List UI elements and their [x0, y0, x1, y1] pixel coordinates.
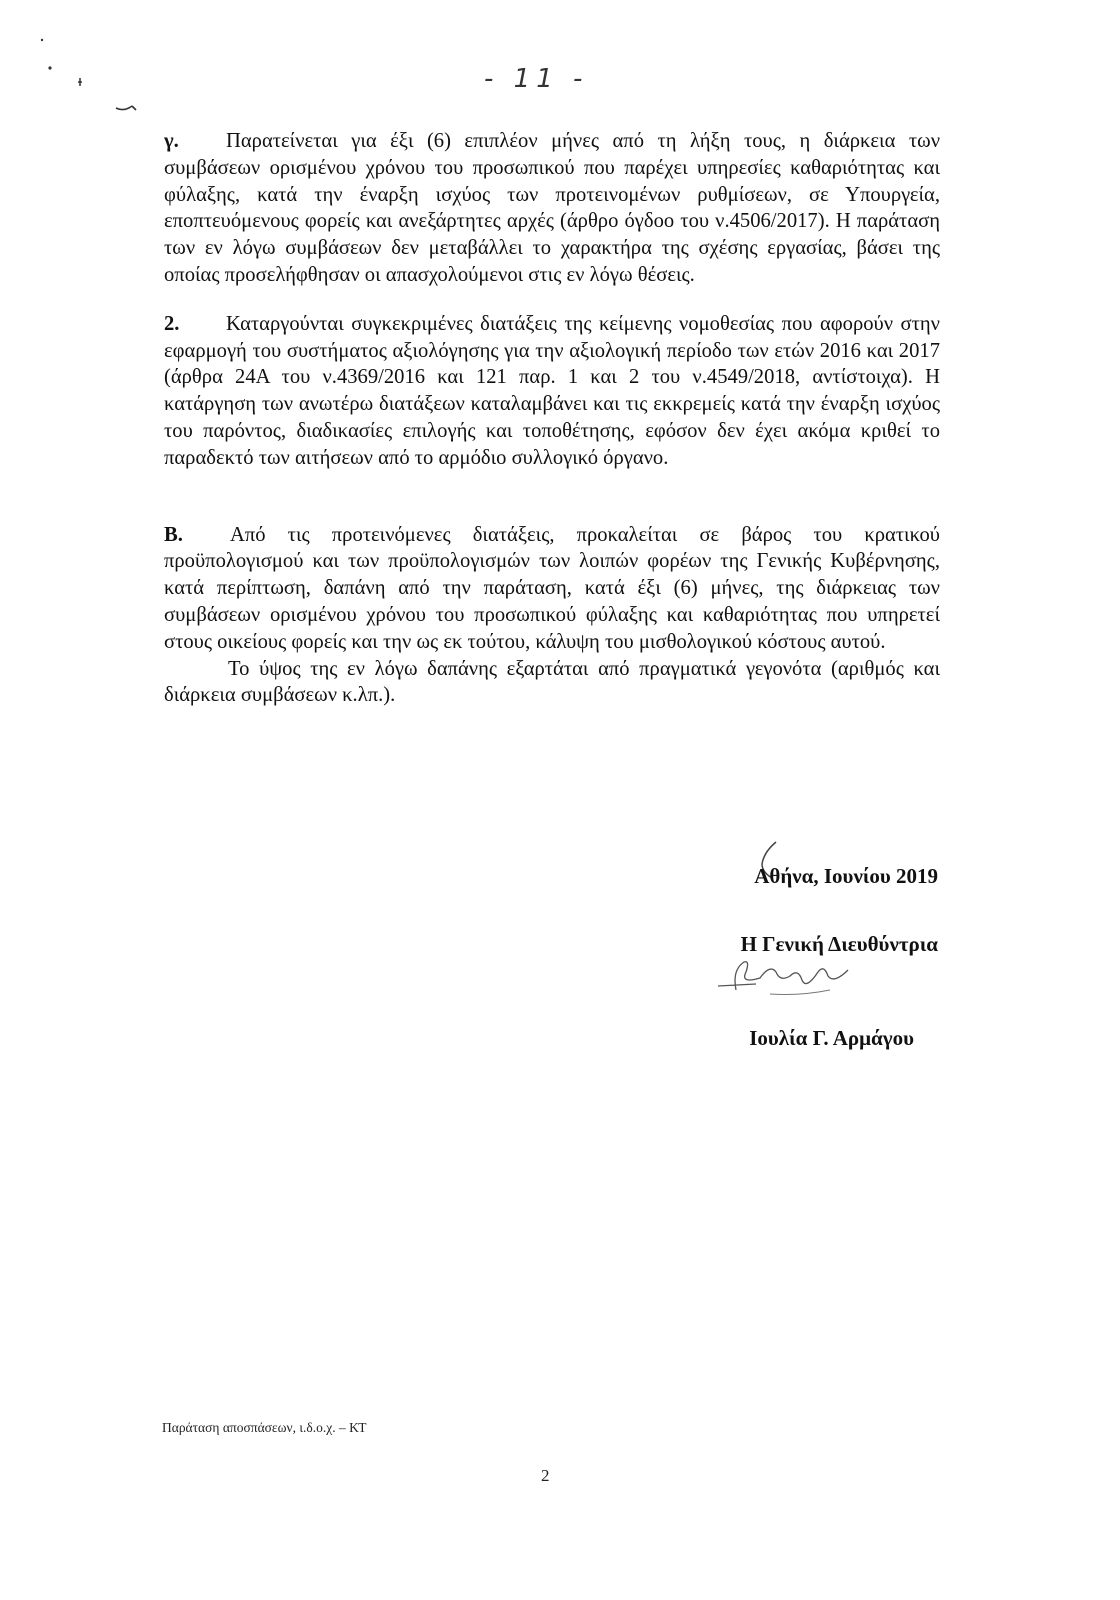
paragraph-b — [164, 522, 940, 656]
signature-name: Ιουλία Γ. Αρμάγου — [749, 1026, 914, 1050]
document-body — [164, 128, 940, 709]
signature-place-date: Αθήνα, Ιουνίου 2019 — [754, 864, 938, 888]
footer-note: Παράταση αποσπάσεων, ι.δ.ο.χ. – ΚΤ — [162, 1420, 367, 1435]
handwritten-signature — [710, 950, 860, 1002]
paragraph-marker: γ. — [164, 130, 179, 152]
paragraph-text: Καταργούνται συγκεκριμένες διατάξεις της κείμενης νομοθεσίας που αφορούν στην εφαρμογή του συστήματος αξιολόγησης για την αξιολογική περίοδο των ετών 2016 και 2017 (άρθρα 24Α του ν.4369/2016 και 121 παρ. 1 και 2 του ν.4549/2018, αντίστοιχα). Η κατάργηση των ανωτέρω διατάξεων καταλαμβάνει και τις εκκρεμείς κατά την έναρξη ισχύος του παρόντος, διαδικασίες επιλογής και τοποθέτησης, εφόσον δεν έχει ακόμα κριθεί το παραδεκτό των αιτήσεων από το αρμόδιο συλλογικό όργανο. — [164, 312, 940, 469]
paragraph-2 — [164, 311, 940, 472]
paragraph-cost-note: Το ύψος της εν λόγω δαπάνης εξαρτάται από πραγματικά γεγονότα (αριθμός και διάρκεια συμβάσεων κ.λπ.). — [164, 657, 940, 707]
signature-title: Η Γενική Διευθύντρια — [740, 932, 938, 956]
paragraph-marker: 2. — [164, 312, 180, 335]
paragraph-marker: Β. — [164, 523, 183, 546]
paragraph-gamma — [164, 128, 940, 289]
handwritten-page-number: - 11 - — [484, 64, 589, 94]
paragraph-text: Από τις προτεινόμενες διατάξεις, προκαλείται σε βάρος του κρατικού προϋπολογισμού και των προϋπολογισμών των λοιπών φορέων της Γενικής Κυβέρνησης, κατά περίπτωση, δαπάνη από την παράταση, κατά έξι (6) μήνες, της διάρκειας των συμβάσεων ορισμένου χρόνου του προσωπικού φύλαξης και καθαριότητας που υπηρετεί στους οικείους φορείς και την ως εκ τούτου, κάλυψη του μισθολογικού κόστους αυτού. — [164, 523, 940, 653]
page-number: 2 — [541, 1466, 550, 1485]
scan-marks — [40, 30, 160, 120]
paragraph-text: Παρατείνεται για έξι (6) επιπλέον μήνες από τη λήξη τους, η διάρκεια των συμβάσεων ορισμένου χρόνου του προσωπικού που παρέχει υπηρεσίες καθαριότητας και φύλαξης, κατά την έναρξη ισχύος των προτεινομένων ρυθμίσεων, σε Υπουργεία, εποπτευόμενους φορείς και ανεξάρτητες αρχές (άρθρο όγδοο του ν.4506/2017). Η παράταση των εν λόγω συμβάσεων δεν μεταβάλλει το χαρακτήρα της σχέσης εργασίας, βάσει της οποίας προσελήφθησαν οι απασχολούμενοι στις εν λόγω θέσεις. — [164, 130, 940, 286]
